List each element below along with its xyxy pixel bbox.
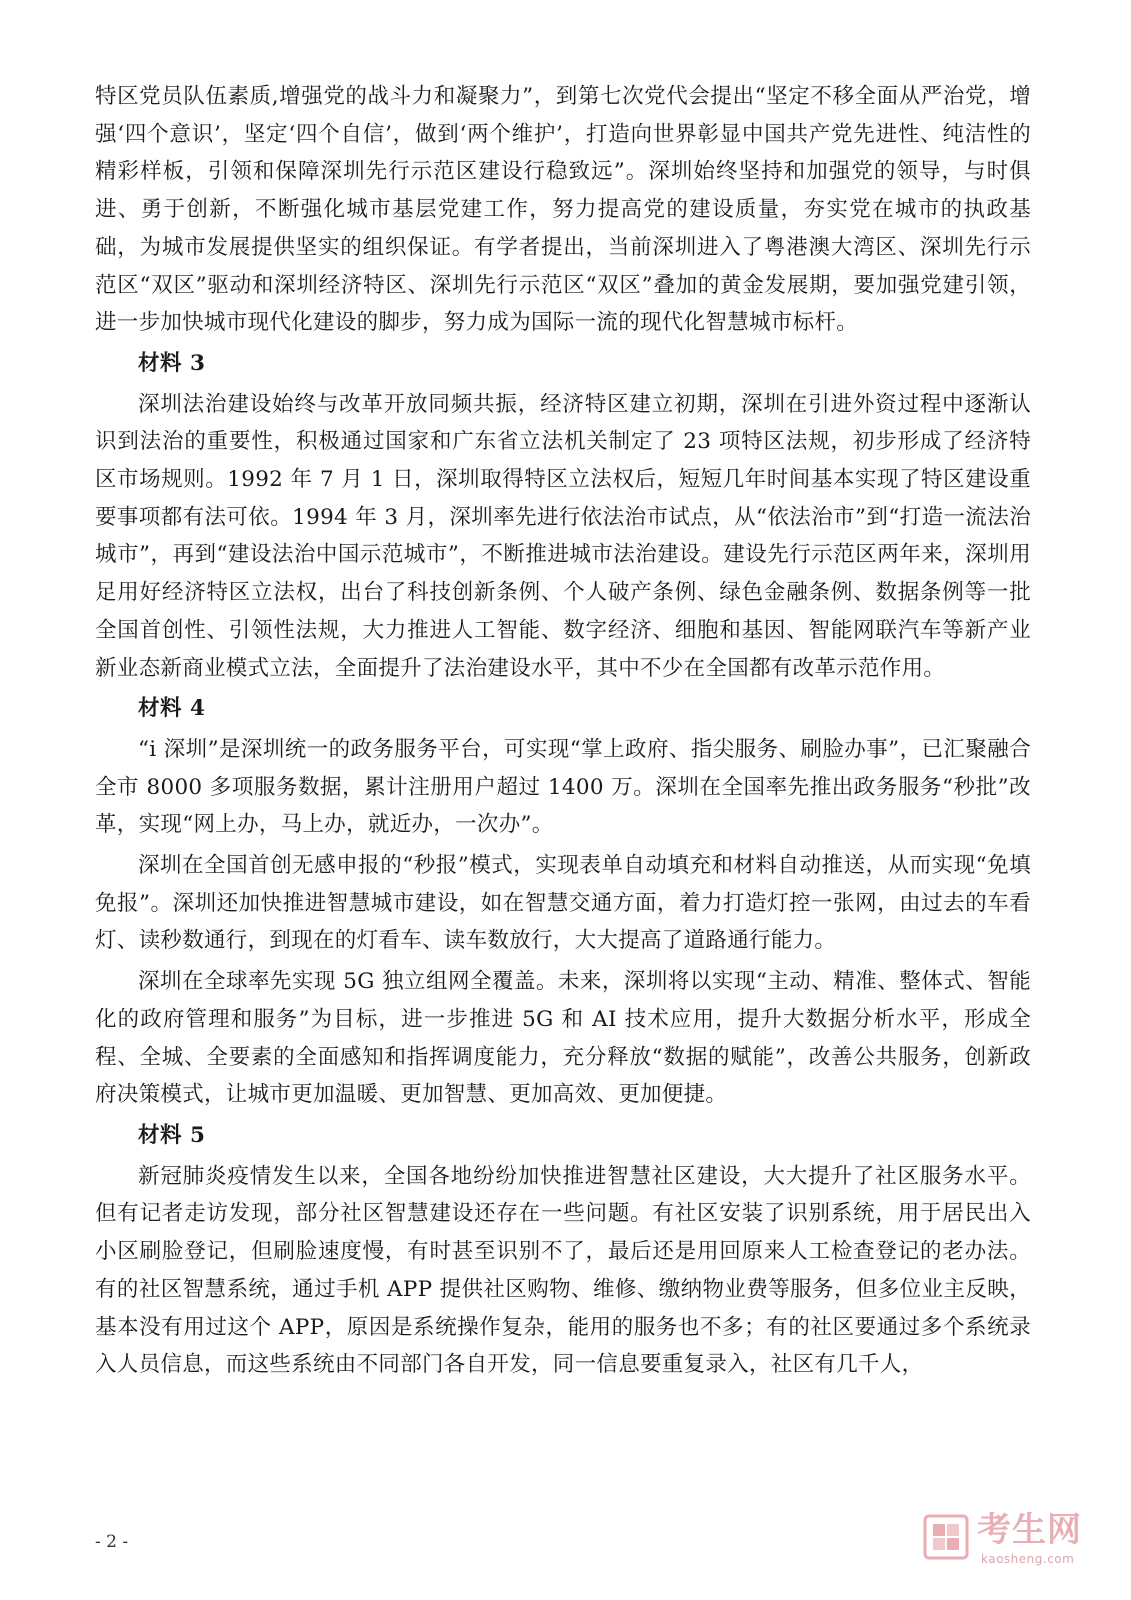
watermark (923, 1508, 1093, 1574)
paragraph-5g-network: 深圳在全球率先实现 5G 独立组网全覆盖。未来，深圳将以实现“主动、精准、整体式、智能化的政府管理和服务”为目标，进一步推进 5G 和 AI 技术应用，提升大数据分析水平，形成全程、全城、全要素的全面感知和指挥调度能力，充分释放“数据的赋能”，改善公共服务，创新政府决策模式，让城市更加温暖、更加智慧、更加高效、更加便捷。 (95, 969, 1031, 1108)
heading-material-5: 材料 5 (138, 1122, 206, 1148)
paragraph-party-building: 特区党员队伍素质,增强党的战斗力和凝聚力”，到第七次党代会提出“坚定不移全面从严治党，增强‘四个意识’，坚定‘四个自信’，做到‘两个维护’，打造向世界彰显中国共产党先进性、纯洁性的精彩样板，引领和保障深圳先行示范区建设行稳致远”。深圳始终坚持和加强党的领导，与时俱进、勇于创新，不断强化城市基层党建工作，努力提高党的建设质量，夯实党在城市的执政基础，为城市发展提供坚实的组织保证。有学者提出，当前深圳进入了粤港澳大湾区、深圳先行示范区“双区”驱动和深圳经济特区、深圳先行示范区“双区”叠加的黄金发展期，要加强党建引领，进一步加快城市现代化建设的脚步，努力成为国际一流的现代化智慧城市标杆。 (95, 84, 1031, 336)
watermark-url: kaosheng.com (981, 1552, 1075, 1566)
page-number: - 2 - (95, 1532, 129, 1552)
paragraph-rule-of-law: 深圳法治建设始终与改革开放同频共振，经济特区建立初期，深圳在引进外资过程中逐渐认识到法治的重要性，积极通过国家和广东省立法机关制定了 23 项特区法规，初步形成了经济特区市场规则。1992 年 7 月 1 日，深圳取得特区立法权后，短短几年时间基本实现了特区建设重要事项都有法可依。1994 年 3 月，深圳率先进行依法治市试点，从“依法治市”到“打造一流法治城市”，再到“建设法治中国示范城市”，不断推进城市法治建设。建设先行示范区两年来，深圳用足用好经济特区立法权，出台了科技创新条例、个人破产条例、绿色金融条例、数据条例等一批全国首创性、引领性法规，大力推进人工智能、数字经济、细胞和基因、智能网联汽车等新产业新业态新商业模式立法，全面提升了法治建设水平，其中不少在全国都有改革示范作用。 (95, 391, 1031, 681)
paragraph-smart-community: 新冠肺炎疫情发生以来，全国各地纷纷加快推进智慧社区建设，大大提升了社区服务水平。但有记者走访发现，部分社区智慧建设还存在一些问题。有社区安装了识别系统，用于居民出入小区刷脸登记，但刷脸速度慢，有时甚至识别不了，最后还是用回原来人工检查登记的老办法。有的社区智慧系统，通过手机 APP 提供社区购物、维修、缴纳物业费等服务，但多位业主反映，基本没有用过这个 APP，原因是系统操作复杂，能用的服务也不多；有的社区要通过多个系统录入人员信息，而这些系统由不同部门各自开发，同一信息要重复录入，社区有几千人， (95, 1163, 1031, 1378)
paragraph-i-shenzhen: “i 深圳”是深圳统一的政务服务平台，可实现“掌上政府、指尖服务、刷脸办事”，已汇聚融合全市 8000 多项服务数据，累计注册用户超过 1400 万。深圳在全国率先推出政务服务“秒批”改革，实现“网上办，马上办，就近办，一次办”。 (95, 736, 1031, 838)
watermark-logo-icon (923, 1514, 969, 1560)
document-body (95, 78, 1031, 1384)
heading-material-4: 材料 4 (138, 696, 206, 722)
heading-material-3: 材料 3 (138, 350, 206, 376)
watermark-title: 考生网 (977, 1510, 1082, 1550)
paragraph-second-report: 深圳在全国首创无感申报的“秒报”模式，实现表单自动填充和材料自动推送，从而实现“免填免报”。深圳还加快推进智慧城市建设，如在智慧交通方面，着力打造灯控一张网，由过去的车看灯、读秒数通行，到现在的灯看车、读车数放行，大大提高了道路通行能力。 (95, 853, 1031, 954)
